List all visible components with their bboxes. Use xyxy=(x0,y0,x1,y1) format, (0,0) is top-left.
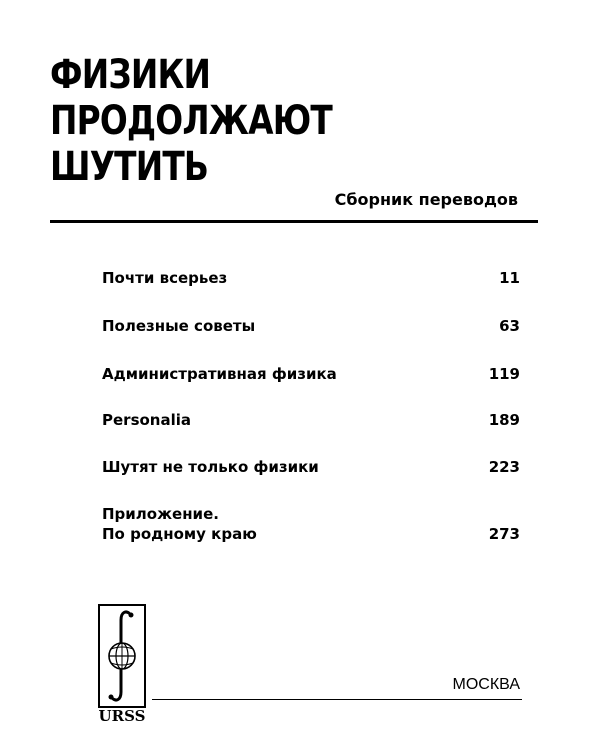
toc-entry-page: 189 xyxy=(488,411,520,429)
footer-divider xyxy=(152,699,522,700)
publisher-city: МОСКВА xyxy=(452,676,520,693)
toc-entry-title: Personalia xyxy=(102,411,192,429)
toc-entry-page: 223 xyxy=(488,458,520,476)
toc-entry-page: 273 xyxy=(488,525,520,543)
title-line-3: ШУТИТЬ xyxy=(50,144,209,190)
title-line-1: ФИЗИКИ xyxy=(50,52,211,98)
integral-globe-icon xyxy=(100,606,144,706)
title-line-2: ПРОДОЛЖАЮТ xyxy=(50,98,332,144)
book-title xyxy=(50,52,332,190)
book-subtitle: Сборник переводов xyxy=(334,190,518,209)
toc-entry-page: 119 xyxy=(488,365,520,383)
toc-entry-title: Полезные советы xyxy=(102,317,256,335)
publisher-name: URSS xyxy=(98,707,146,725)
toc-entry-page: 63 xyxy=(499,317,520,335)
title-divider xyxy=(50,220,538,223)
toc-entry-title: Шутят не только физики xyxy=(102,458,319,476)
publisher-logo xyxy=(98,604,146,724)
logo-frame xyxy=(98,604,146,708)
toc-entry-title: Приложение. По родному краю xyxy=(102,505,257,543)
toc-entry-page: 11 xyxy=(499,269,520,287)
toc-entry-title: Административная физика xyxy=(102,365,337,383)
toc-entry-title: Почти всерьез xyxy=(102,269,228,287)
